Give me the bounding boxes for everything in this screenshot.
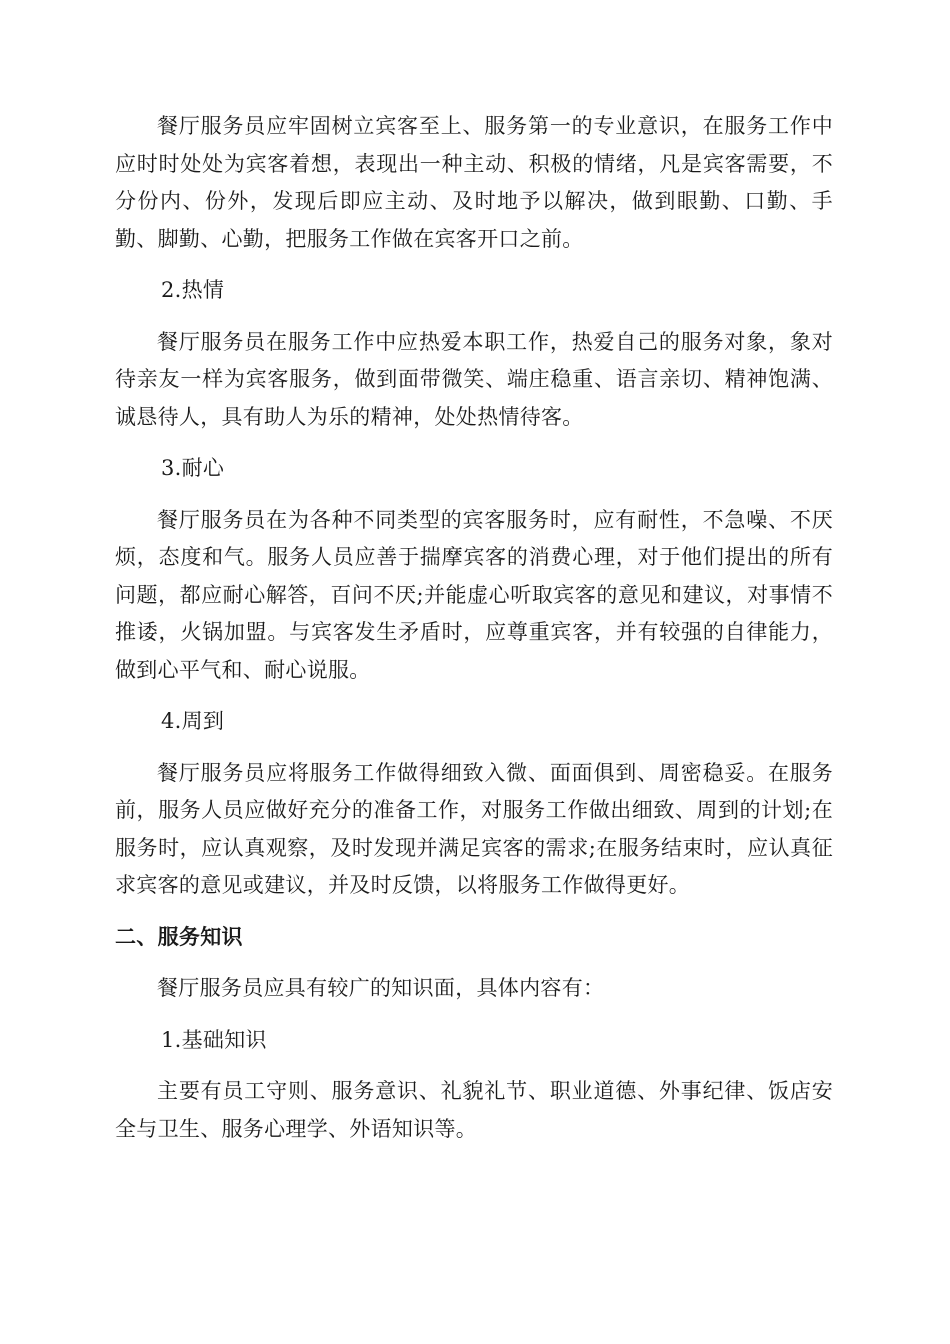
section-heading-service-knowledge: 二、服务知识: [115, 924, 243, 949]
paragraph-enthusiasm: 餐厅服务员在服务工作中应热爱本职工作，热爱自己的服务对象，象对待亲友一样为宾客服务，做到面带微笑、端庄稳重、语言亲切、精神饱满、诚恳待人，具有助人为乐的精神，处处热情待客。: [115, 329, 833, 429]
paragraph-service-awareness: 餐厅服务员应牢固树立宾客至上、服务第一的专业意识，在服务工作中应时时处处为宾客着想，表现出一种主动、积极的情绪，凡是宾客需要，不分份内、份外，发现后即应主动、及时地予以解决，做到眼勤、口勤、手勤、脚勤、心勤，把服务工作做在宾客开口之前。: [115, 114, 833, 251]
subheading-patience: 3.耐心: [161, 456, 225, 480]
paragraph-thoroughness: 餐厅服务员应将服务工作做得细致入微、面面俱到、周密稳妥。在服务前，服务人员应做好充分的准备工作，对服务工作做出细致、周到的计划;在服务时，应认真观察，及时发现并满足宾客的需求;在服务结束时，应认真征求宾客的意见或建议，并及时反馈，以将服务工作做得更好。: [115, 760, 833, 897]
subheading-thoroughness: 4.周到: [161, 709, 225, 733]
paragraph-basic-knowledge: 主要有员工守则、服务意识、礼貌礼节、职业道德、外事纪律、饭店安全与卫生、服务心理学、外语知识等。: [115, 1079, 833, 1141]
subheading-basic-knowledge: 1.基础知识: [161, 1027, 267, 1052]
paragraph-knowledge-intro: 餐厅服务员应具有较广的知识面，具体内容有：: [157, 976, 605, 1000]
paragraph-patience: 餐厅服务员在为各种不同类型的宾客服务时，应有耐性，不急噪、不厌烦，态度和气。服务人员应善于揣摩宾客的消费心理，对于他们提出的所有问题，都应耐心解答，百问不厌;并能虚心听取宾客的意见和建议，对事情不推诿，火锅加盟。与宾客发生矛盾时，应尊重宾客，并有较强的自律能力，做到心平气和、耐心说服。: [115, 507, 833, 682]
document-page: [115, 108, 833, 1162]
subheading-enthusiasm: 2.热情: [161, 278, 225, 302]
